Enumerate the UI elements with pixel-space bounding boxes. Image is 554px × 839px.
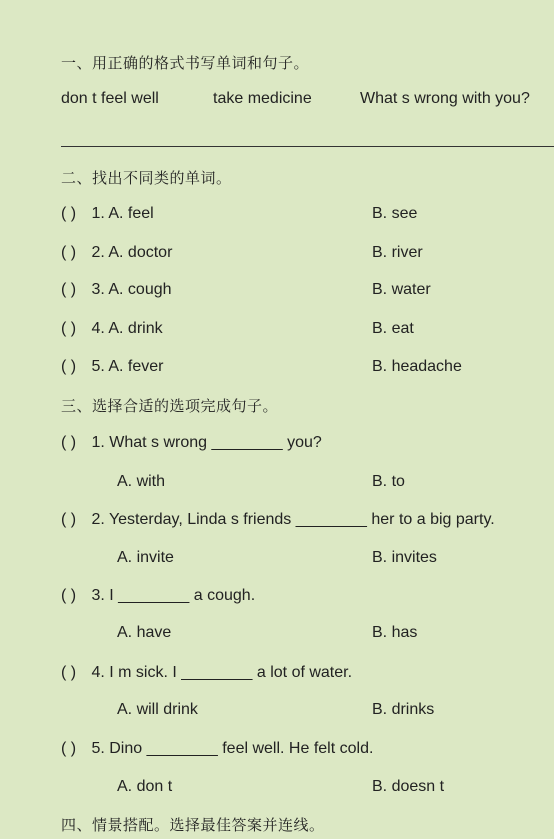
section3-question-2 — [61, 510, 495, 530]
section2-heading: 二、找出不同类的单词。 — [61, 169, 232, 187]
section1-word-3: What s wrong with you? — [360, 90, 530, 107]
section3-question-5 — [61, 739, 373, 759]
section3-q3-option-b: B. has — [372, 624, 418, 641]
section3-q4-option-a: A. will drink — [117, 701, 198, 718]
option-a: 3. A. cough — [91, 281, 172, 298]
option-a: 4. A. drink — [91, 320, 163, 337]
section3-q3-option-a: A. have — [117, 624, 172, 641]
section2-item-3 — [61, 280, 172, 300]
section2-item-5-option-b: B. headache — [372, 358, 462, 375]
section3-q2-option-a: A. invite — [117, 549, 174, 566]
answer-parenthesis[interactable]: ( ) — [61, 320, 77, 337]
answer-parenthesis[interactable]: ( ) — [61, 244, 77, 261]
section2-item-1-option-b: B. see — [372, 205, 418, 222]
question-text: 4. I m sick. I ________ a lot of water. — [91, 664, 353, 681]
section3-question-4 — [61, 663, 352, 683]
section3-q5-option-a: A. don t — [117, 778, 173, 795]
section3-q4-option-b: B. drinks — [372, 701, 435, 718]
section2-item-4 — [61, 319, 163, 339]
answer-parenthesis[interactable]: ( ) — [61, 205, 77, 222]
answer-parenthesis[interactable]: ( ) — [61, 740, 77, 757]
section4-heading: 四、情景搭配。选择最佳答案并连线。 — [61, 816, 325, 834]
section3-question-3 — [61, 586, 255, 606]
section3-q5-option-b: B. doesn t — [372, 778, 445, 795]
answer-writing-line[interactable] — [61, 146, 554, 147]
section2-item-1 — [61, 204, 154, 224]
section3-q1-option-b: B. to — [372, 473, 405, 490]
question-text: 1. What s wrong ________ you? — [91, 434, 322, 451]
answer-parenthesis[interactable]: ( ) — [61, 358, 77, 375]
section2-item-2-option-b: B. river — [372, 244, 423, 261]
section2-item-2 — [61, 243, 172, 263]
option-a: 5. A. fever — [91, 358, 164, 375]
section3-q1-option-a: A. with — [117, 473, 166, 490]
question-text: 5. Dino ________ feel well. He felt cold. — [91, 740, 374, 757]
answer-parenthesis[interactable]: ( ) — [61, 434, 77, 451]
section2-item-5 — [61, 357, 164, 377]
answer-parenthesis[interactable]: ( ) — [61, 664, 77, 681]
section2-item-3-option-b: B. water — [372, 281, 431, 298]
question-text: 3. I ________ a cough. — [91, 587, 256, 604]
section3-q2-option-b: B. invites — [372, 549, 437, 566]
answer-parenthesis[interactable]: ( ) — [61, 281, 77, 298]
question-text: 2. Yesterday, Linda s friends ________ her to a big party. — [91, 511, 495, 528]
option-a: 2. A. doctor — [91, 244, 173, 261]
section1-word-2: take medicine — [213, 90, 312, 107]
section1-word-1: don t feel well — [61, 90, 159, 107]
section1-heading: 一、用正确的格式书写单词和句子。 — [61, 54, 310, 72]
answer-parenthesis[interactable]: ( ) — [61, 511, 77, 528]
section3-heading: 三、选择合适的选项完成句子。 — [61, 397, 279, 415]
section3-question-1 — [61, 433, 322, 453]
answer-parenthesis[interactable]: ( ) — [61, 587, 77, 604]
section2-item-4-option-b: B. eat — [372, 320, 414, 337]
option-a: 1. A. feel — [91, 205, 154, 222]
